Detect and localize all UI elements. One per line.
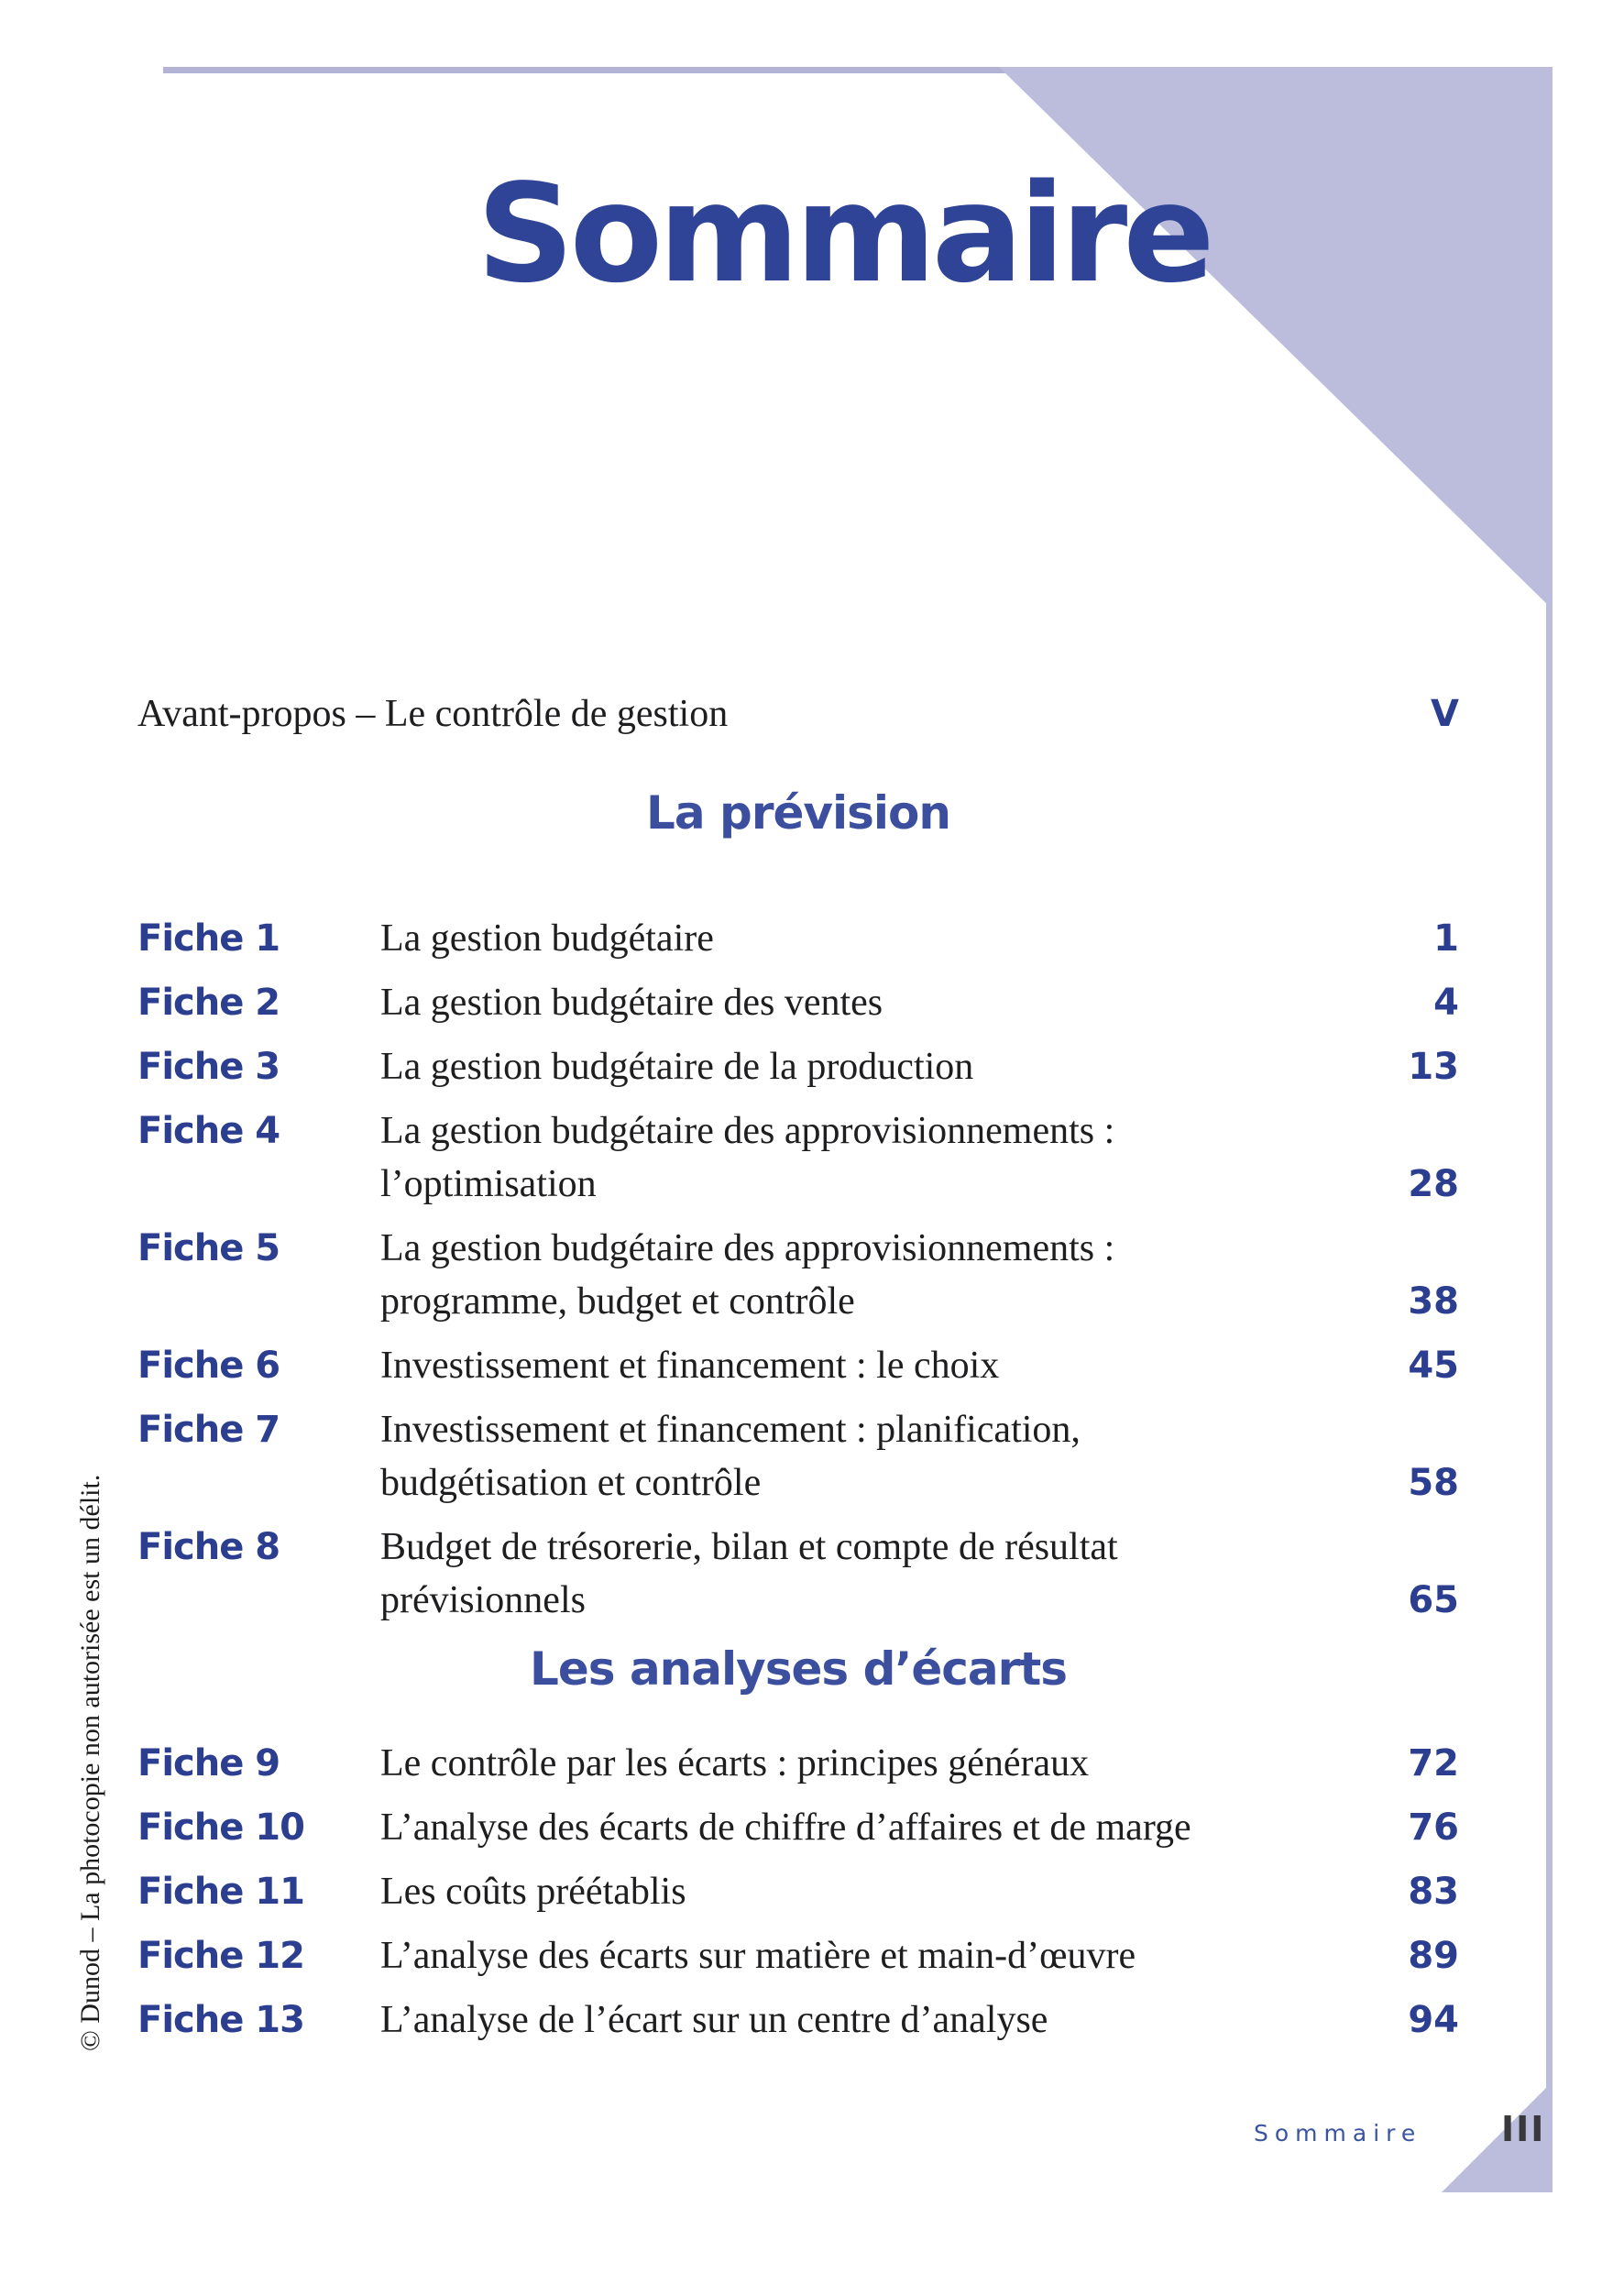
toc-section-heading: Les analyses d’écarts [530, 1642, 1067, 1696]
fiche-label: Fiche 10 [137, 1806, 304, 1849]
toc-entry [137, 1403, 1459, 1510]
entry-page-number: 76 [1408, 1806, 1459, 1849]
entry-title-line: La gestion budgétaire des approvisionnements : [380, 1110, 1115, 1152]
footer-section-label: Sommaire [1254, 2120, 1422, 2147]
entry-title [380, 1222, 1389, 1328]
toc-entry [137, 912, 1459, 965]
entry-page-number: 38 [1408, 1280, 1459, 1323]
entry-title [380, 1801, 1389, 1854]
fiche-label: Fiche 1 [137, 917, 280, 960]
entry-title [380, 1040, 1389, 1093]
table-of-contents [137, 782, 1459, 2058]
entry-title-line: L’analyse des écarts de chiffre d’affaires et de marge [380, 1806, 1191, 1849]
front-matter-label: Avant-propos – Le contrôle de gestion [137, 693, 729, 735]
fiche-label: Fiche 12 [137, 1935, 304, 1977]
side-rule [1546, 67, 1553, 2192]
entry-title-line: Investissement et financement : le choix [380, 1345, 1000, 1387]
fiche-label: Fiche 2 [137, 982, 280, 1024]
entry-title [380, 1403, 1389, 1510]
entry-title-line: Le contrôle par les écarts : principes généraux [380, 1742, 1090, 1784]
entry-page-number: 13 [1408, 1046, 1459, 1088]
fiche-label: Fiche 8 [137, 1526, 280, 1568]
entry-title-line: La gestion budgétaire [380, 917, 714, 960]
fiche-label: Fiche 13 [137, 1999, 304, 2041]
entry-title [380, 1993, 1389, 2047]
entry-title-line: Les coûts préétablis [380, 1871, 686, 1913]
toc-entry [137, 1104, 1459, 1211]
fiche-label: Fiche 9 [137, 1742, 280, 1784]
toc-section-heading: La prévision [646, 786, 950, 840]
entry-title [380, 1737, 1389, 1790]
fiche-label: Fiche 6 [137, 1345, 280, 1387]
toc-entry [137, 1040, 1459, 1093]
fiche-label: Fiche 4 [137, 1110, 280, 1152]
entry-page-number: 83 [1408, 1871, 1459, 1913]
entry-title [380, 976, 1415, 1029]
fiche-label: Fiche 11 [137, 1871, 304, 1913]
fiche-label: Fiche 3 [137, 1046, 280, 1088]
entry-title-line: programme, budget et contrôle [380, 1280, 855, 1323]
entry-title [380, 1929, 1389, 1982]
entry-title-line: Budget de trésorerie, bilan et compte de résultat [380, 1526, 1118, 1568]
entry-title [380, 1865, 1389, 1918]
corner-triangle-decoration [999, 67, 1553, 609]
toc-entry [137, 1929, 1459, 1982]
toc-entry [137, 1865, 1459, 1918]
toc-entry [137, 1801, 1459, 1854]
entry-title-line: prévisionnels [380, 1579, 586, 1621]
entry-title-line: budgétisation et contrôle [380, 1462, 762, 1504]
footer-page-number: III [1501, 2109, 1546, 2149]
entry-page-number: 72 [1408, 1742, 1459, 1784]
entry-title-line: La gestion budgétaire des approvisionnements : [380, 1227, 1115, 1269]
toc-entry [137, 1521, 1459, 1627]
entry-title-line: La gestion budgétaire de la production [380, 1046, 974, 1088]
entry-title [380, 1521, 1389, 1627]
entry-title-line: l’optimisation [380, 1163, 597, 1205]
toc-entry [137, 1222, 1459, 1328]
entry-title [380, 912, 1415, 965]
entry-title-line: L’analyse des écarts sur matière et main-d’œuvre [380, 1935, 1136, 1977]
entry-page-number: 89 [1408, 1935, 1459, 1977]
entry-page-number: 4 [1433, 982, 1459, 1024]
toc-entry [137, 976, 1459, 1029]
entry-title-line: La gestion budgétaire des ventes [380, 982, 883, 1024]
toc-entry [137, 1993, 1459, 2047]
front-matter-row [137, 687, 1459, 741]
entry-title-line: Investissement et financement : planification, [380, 1409, 1081, 1451]
entry-page-number: 28 [1408, 1163, 1459, 1205]
entry-page-number: 94 [1408, 1999, 1459, 2041]
entry-page-number: 65 [1408, 1579, 1459, 1621]
entry-title [380, 1339, 1389, 1392]
page-title: Sommaire [477, 155, 1211, 313]
toc-entry [137, 1339, 1459, 1392]
fiche-label: Fiche 5 [137, 1227, 280, 1269]
entry-title [380, 1104, 1389, 1211]
entry-page-number: 58 [1408, 1462, 1459, 1504]
entry-page-number: 45 [1408, 1345, 1459, 1387]
entry-page-number: 1 [1433, 917, 1459, 960]
entry-title-line: L’analyse de l’écart sur un centre d’analyse [380, 1999, 1048, 2041]
toc-entry [137, 1737, 1459, 1790]
fiche-label: Fiche 7 [137, 1409, 280, 1451]
copyright-sidebar-text: © Dunod – La photocopie non autorisée est un délit. [75, 1474, 105, 2051]
front-matter-page-number: V [1431, 693, 1459, 735]
